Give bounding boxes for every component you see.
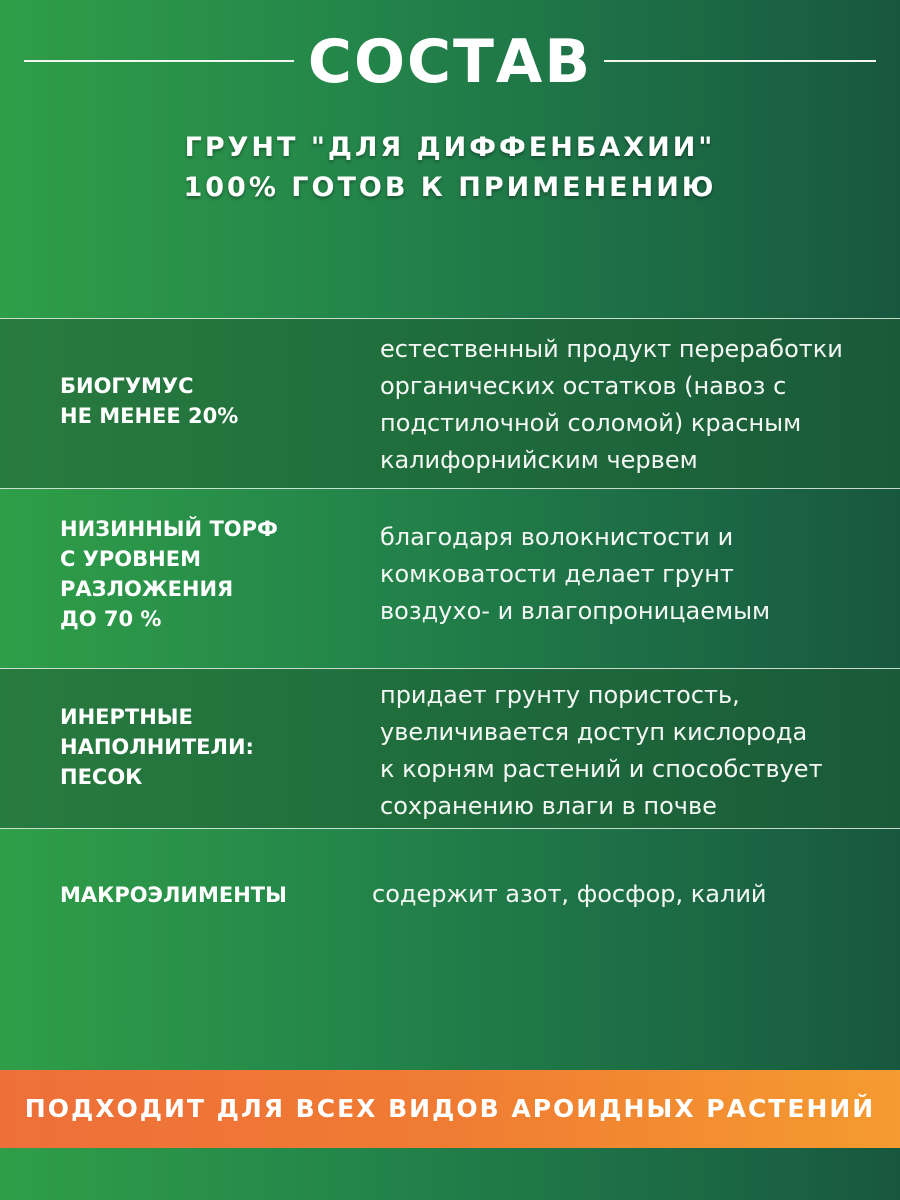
composition-row-sand [0,668,900,828]
ingredient-label [60,371,350,431]
header-rule-right [604,60,876,62]
description-line: воздухо- и влагопроницаемым [380,597,771,625]
ingredient-label-line: РАЗЛОЖЕНИЯ [60,577,234,601]
description-line: калифорнийским червем [380,446,698,474]
page-subtitle [0,128,900,208]
description-line: подстилочной соломой) красным [380,409,802,437]
ingredient-description [380,677,880,825]
ingredient-label-line: НЕ МЕНЕЕ 20% [60,404,239,428]
ingredient-label [60,880,350,910]
ingredient-label-line: НИЗИННЫЙ ТОРФ [60,517,278,541]
composition-row-macro [0,828,900,958]
description-line: комковатости делает грунт [380,560,734,588]
ingredient-description [380,519,880,630]
description-line: органических остатков (навоз с [380,372,787,400]
ingredient-label-line: С УРОВНЕМ [60,547,201,571]
composition-row-peat [0,488,900,668]
ingredient-label-line: ДО 70 % [60,607,162,631]
page-title: СОСТАВ [307,27,593,97]
ingredient-description [380,331,880,479]
description-line: естественный продукт переработки [380,335,843,363]
ingredient-label-line: НАПОЛНИТЕЛИ: [60,735,254,759]
subtitle-line: ГРУНТ "ДЛЯ ДИФФЕНБАХИИ" [184,132,716,163]
ingredient-label-line: ИНЕРТНЫЕ [60,705,193,729]
bottom-banner: ПОДХОДИТ ДЛЯ ВСЕХ ВИДОВ АРОИДНЫХ РАСТЕНИЙ [0,1070,900,1148]
description-line: к корням растений и способствует [380,755,823,783]
ingredient-label-line: БИОГУМУС [60,374,194,398]
subtitle-line: 100% ГОТОВ К ПРИМЕНЕНИЮ [183,172,717,203]
ingredient-label-line: МАКРОЭЛИМЕНТЫ [60,883,287,907]
description-line: увеличивается доступ кислорода [380,718,808,746]
ingredient-label-line: ПЕСОК [60,765,143,789]
ingredient-label [60,702,350,792]
description-line: придает грунту пористость, [380,681,740,709]
ingredient-description [372,876,872,913]
description-line: сохранению влаги в почве [380,792,717,820]
composition-row-biohumus [0,318,900,488]
ingredient-label [60,514,350,634]
description-line: благодаря волокнистости и [380,523,734,551]
description-line: содержит азот, фосфор, калий [372,880,767,908]
